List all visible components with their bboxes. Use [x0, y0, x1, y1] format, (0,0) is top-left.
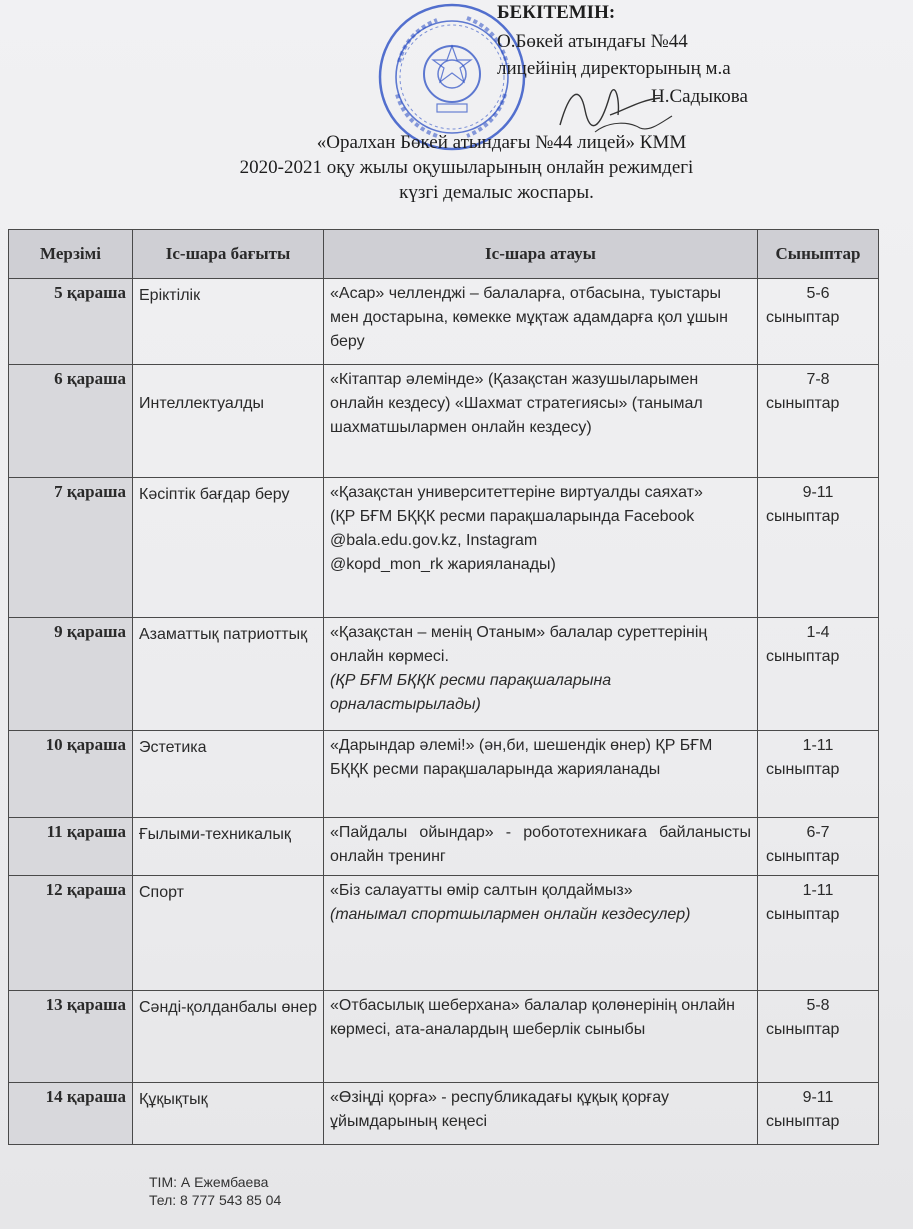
grades-range: 1-4 — [806, 624, 830, 641]
table-row — [9, 478, 879, 618]
approval-line-2: лицейінің директорының м.а — [497, 58, 731, 79]
grades-range: 6-7 — [806, 824, 830, 841]
row-direction: Құқықтық — [133, 1083, 324, 1145]
header-direction: Іс-шара бағыты — [133, 230, 324, 279]
grades-range: 5-6 — [806, 285, 830, 302]
title-line-1: «Оралхан Бөкей атындағы №44 лицей» КММ — [316, 132, 687, 153]
row-event-name: «Өзіңді қорға» - республикадағы құқық қорғау ұйымдарының кеңесі — [324, 1083, 758, 1145]
row-direction: Ғылыми-техникалық — [133, 818, 324, 876]
row-grades — [758, 365, 879, 478]
table-header-row — [9, 230, 879, 279]
approval-heading: БЕКІТЕМІН: — [497, 2, 616, 23]
header-date: Мерзімі — [9, 230, 133, 279]
row-event-name: «Пайдалы ойындар» - робототехникаға байланысты онлайн тренинг — [324, 818, 758, 876]
row-date: 14 қараша — [9, 1083, 133, 1145]
table-row — [9, 991, 879, 1083]
row-grades — [758, 731, 879, 818]
grades-range: 9-11 — [802, 1089, 834, 1106]
grades-range: 7-8 — [806, 371, 830, 388]
row-direction: Азаматтық патриоттық — [133, 618, 324, 731]
grades-word: сыныптар — [766, 906, 840, 923]
table-row — [9, 731, 879, 818]
row-grades — [758, 279, 879, 365]
grades-word: сыныптар — [766, 508, 840, 525]
row-date: 10 қараша — [9, 731, 133, 818]
row-date: 12 қараша — [9, 876, 133, 991]
row-direction: Сәнді-қолданбалы өнер — [133, 991, 324, 1083]
grades-word: сыныптар — [766, 309, 840, 326]
row-direction: Кәсіптік бағдар беру — [133, 478, 324, 618]
row-date: 9 қараша — [9, 618, 133, 731]
row-date: 11 қараша — [9, 818, 133, 876]
table-row — [9, 876, 879, 991]
table-row — [9, 365, 879, 478]
row-grades — [758, 876, 879, 991]
grades-range: 5-8 — [806, 997, 830, 1014]
row-date: 6 қараша — [9, 365, 133, 478]
row-grades — [758, 991, 879, 1083]
grades-word: сыныптар — [766, 648, 840, 665]
table-row — [9, 279, 879, 365]
grades-range: 9-11 — [802, 484, 834, 501]
grades-range: 1-11 — [802, 737, 834, 754]
row-grades — [758, 478, 879, 618]
event-name-line: (танымал спортшылармен онлайн кездесулер) — [330, 906, 691, 923]
row-event-name: «Отбасылық шеберхана» балалар қолөнерінің онлайн көрмесі, ата-аналардың шеберлік сыныбы — [324, 991, 758, 1083]
row-direction: Спорт — [133, 876, 324, 991]
row-event-name: «Асар» челленджі – балаларға, отбасына, туыстары мен достарына, көмекке мұқтаж адамдарға қол ұшын беру — [324, 279, 758, 365]
event-name-line: «Қазақстан университеттеріне виртуалды саяхат» — [330, 484, 703, 501]
grades-word: сыныптар — [766, 761, 840, 778]
grades-word: сыныптар — [766, 395, 840, 412]
row-date: 5 қараша — [9, 279, 133, 365]
grades-range: 1-11 — [802, 882, 834, 899]
row-date: 13 қараша — [9, 991, 133, 1083]
footer-author: ТІМ: А Ежембаева — [149, 1174, 269, 1190]
table-row — [9, 618, 879, 731]
row-grades — [758, 818, 879, 876]
grades-word: сыныптар — [766, 1021, 840, 1038]
row-direction: Еріктілік — [133, 279, 324, 365]
row-date: 7 қараша — [9, 478, 133, 618]
event-name-line: «Қазақстан – менің Отаным» балалар суреттерінің онлайн көрмесі. — [330, 624, 708, 665]
direction-text: Интеллектуалды — [139, 395, 264, 412]
title-line-2: 2020-2021 оқу жылы оқушыларының онлайн режимдегі — [239, 157, 694, 178]
approval-line-1: О.Бөкей атындағы №44 — [497, 31, 688, 52]
row-grades — [758, 618, 879, 731]
event-name-line: @kopd_mon_rk жарияланады) — [330, 556, 556, 573]
row-event-name: «Кітаптар әлемінде» (Қазақстан жазушыларымен онлайн кездесу) «Шахмат стратегиясы» (танымал шахматшылармен онлайн кездесу) — [324, 365, 758, 478]
footer-phone: Тел: 8 777 543 85 04 — [149, 1192, 282, 1208]
approval-line-3: Н.Садыкова — [651, 86, 748, 107]
table-row — [9, 1083, 879, 1145]
title-line-3: күзгі демалыс жоспары. — [399, 182, 594, 203]
document-title — [0, 130, 913, 205]
event-name-line: (ҚР БҒМ БҚҚК ресми парақшаларына орналастырылады) — [330, 672, 612, 713]
event-name-line: «Біз салауатты өмір салтын қолдаймыз» — [330, 882, 633, 899]
header-event-name: Іс-шара атауы — [324, 230, 758, 279]
row-event-name: «Дарындар әлемі!» (ән,би, шешендік өнер) ҚР БҒМ БҚҚК ресми парақшаларында жарияланады — [324, 731, 758, 818]
row-event-name — [324, 478, 758, 618]
grades-word: сыныптар — [766, 1113, 840, 1130]
event-name-line: @bala.edu.gov.kz, Instagram — [330, 532, 538, 549]
schedule-table — [8, 229, 879, 1145]
row-event-name — [324, 876, 758, 991]
row-grades — [758, 1083, 879, 1145]
row-direction — [133, 365, 324, 478]
grades-word: сыныптар — [766, 848, 840, 865]
footer — [149, 1173, 281, 1209]
table-row — [9, 818, 879, 876]
row-event-name — [324, 618, 758, 731]
approval-block — [0, 0, 913, 120]
header-grades: Сыныптар — [758, 230, 879, 279]
row-direction: Эстетика — [133, 731, 324, 818]
event-name-line: (ҚР БҒМ БҚҚК ресми парақшаларында Facebook — [330, 508, 695, 525]
